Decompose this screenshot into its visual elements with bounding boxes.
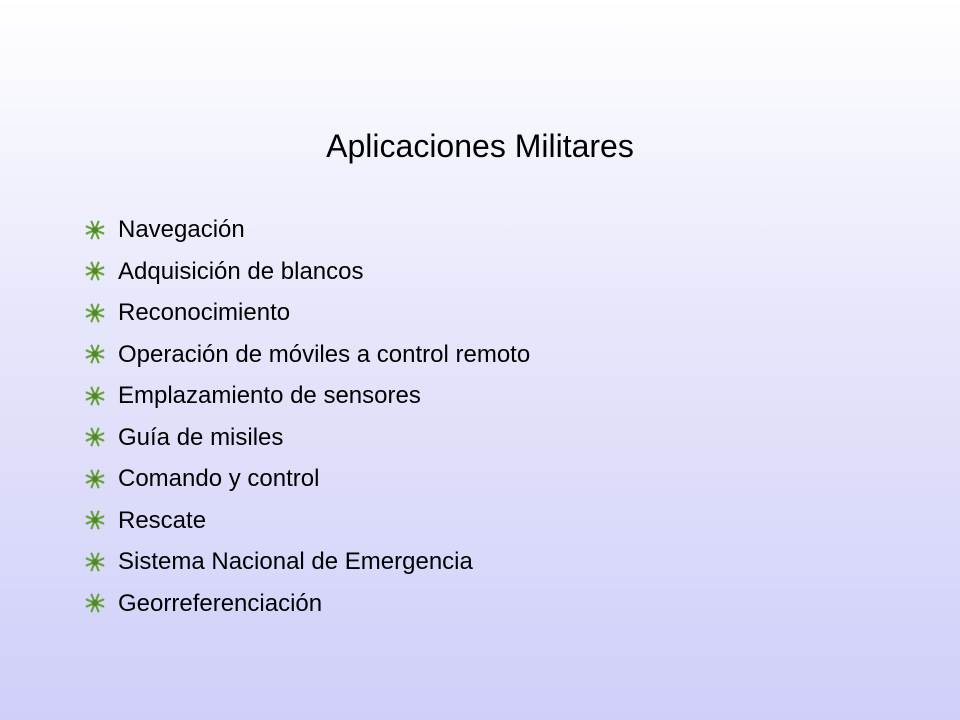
list-item-label: Operación de móviles a control remoto <box>118 340 531 368</box>
list-item-label: Adquisición de blancos <box>118 257 364 285</box>
green-starburst-bullet-icon <box>84 509 106 531</box>
list-item-label: Comando y control <box>118 465 320 492</box>
list-item-label: Navegación <box>118 216 245 243</box>
slide-title: Aplicaciones Militares <box>326 128 634 164</box>
green-starburst-bullet-icon <box>84 302 106 324</box>
green-starburst-bullet-icon <box>84 219 106 241</box>
list-item-label: Georreferenciación <box>118 589 323 617</box>
list-item-label: Guía de misiles <box>118 423 284 451</box>
list-item-label: Emplazamiento de sensores <box>118 382 421 409</box>
list-item <box>84 417 530 459</box>
list-item <box>84 375 530 417</box>
green-starburst-bullet-icon <box>84 592 106 614</box>
list-item <box>84 251 530 293</box>
list-item <box>84 541 530 583</box>
list-item <box>84 209 530 251</box>
bullet-list <box>84 209 530 624</box>
list-item-label: Rescate <box>118 506 207 534</box>
list-item <box>84 458 530 500</box>
list-item-label: Reconocimiento <box>118 299 291 326</box>
list-item <box>84 500 530 542</box>
green-starburst-bullet-icon <box>84 343 106 365</box>
green-starburst-bullet-icon <box>84 468 106 490</box>
list-item <box>84 334 530 376</box>
green-starburst-bullet-icon <box>84 260 106 282</box>
list-item <box>84 292 530 334</box>
list-item <box>84 583 530 625</box>
green-starburst-bullet-icon <box>84 385 106 407</box>
green-starburst-bullet-icon <box>84 426 106 448</box>
list-item-label: Sistema Nacional de Emergencia <box>118 548 473 575</box>
green-starburst-bullet-icon <box>84 551 106 573</box>
